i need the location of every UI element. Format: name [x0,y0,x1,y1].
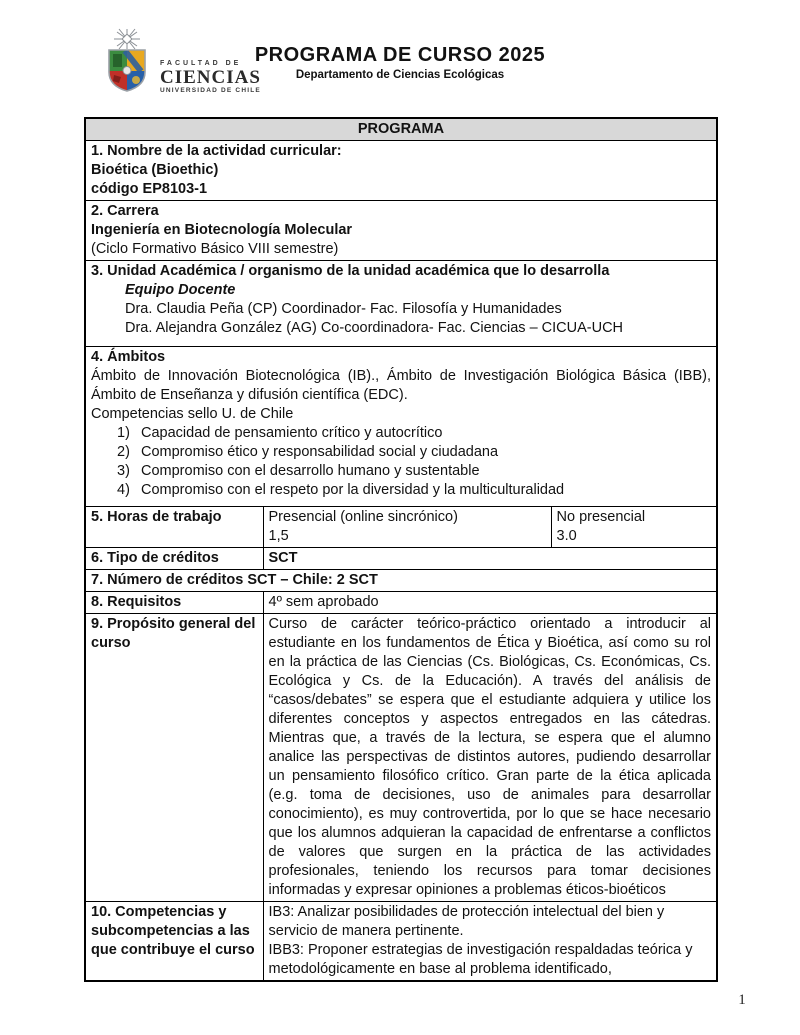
row-ambitos [85,347,717,507]
no-presencial-value: 3.0 [556,528,577,544]
proposito-text: Curso de carácter teórico-práctico orientado a introducir al estudiante en los fundamentos de Ética y Bioética, así como su rol en la práctica de las Ciencias (Cs. Biológicas, Cs. Económicas, Cs. Ecológica y Cs. de la Educación). A través del análisis de “casos/debates” se espera que el estudiante adquiera y utilice los diferentes conceptos y aspectos entregados en las cátedras. Mientras que, a través de la lectura, se espera que el alumno analice las perspectivas de distintos autores, pudiendo desarrollar un pensamiento filosófico crítico. Gran parte de la ética aplicada (e.g. toma de decisiones, uso de animales para desarrollar conocimiento), es muy controvertida, por lo que se hace necesario que los alumnos adquieran la capacidad de enfrentarse a conflictos de valores que surgen en la práctica de las actividades profesionales, teniendo los recursos para tomar decisiones informadas y expresar opiniones a problemas éticos-bioéticos [263,614,717,902]
carrera-cell [85,201,717,261]
list-item [117,443,711,462]
document-title: PROGRAMA DE CURSO 2025 [254,44,546,66]
competencias-label: 10. Competencias y subcompetencias a las que contribuye el curso [85,902,263,982]
row-numero-creditos [85,570,717,592]
list-item-number: 2) [117,444,130,460]
list-item-text: Compromiso con el desarrollo humano y sustentable [141,463,480,479]
competencia-ib3: IB3: Analizar posibilidades de protección intelectual del bien y servicio de manera pertinente. [268,904,665,939]
title-block [0,44,800,81]
document-header [0,0,800,115]
presencial-label: Presencial (online sincrónico) [268,509,458,525]
competencia-ibb3: IBB3: Proponer estrategias de investigación respaldadas teórica y metodológicamente en base al problema identificado, [268,942,693,977]
page-number: 1 [738,992,746,1008]
competencias-intro: Competencias sello U. de Chile [91,406,294,422]
unidad-academica-heading: 3. Unidad Académica / organismo de la unidad académica que lo desarrolla [91,263,610,279]
table-title-row [85,118,717,141]
list-item-number: 3) [117,463,130,479]
unidad-academica-cell [85,261,717,347]
row-tipo-creditos [85,548,717,570]
no-presencial-label: No presencial [556,509,646,525]
equipo-docente-heading: Equipo Docente [125,282,236,298]
carrera-value: Ingeniería en Biotecnología Molecular [91,222,353,238]
list-item [117,462,711,481]
course-name-cell [85,141,717,201]
logo-faculty-name: CIENCIAS [160,67,261,88]
list-item [117,481,711,500]
row-horas-trabajo [85,507,717,548]
list-item-text: Capacidad de pensamiento crítico y autocrítico [141,425,443,441]
table-title: PROGRAMA [85,118,717,141]
team-member: Dra. Alejandra González (AG) Co-coordinadora- Fac. Ciencias – CICUA-UCH [125,320,624,336]
row-proposito [85,614,717,902]
course-name-heading: 1. Nombre de la actividad curricular: [91,143,342,159]
logo-university-name: UNIVERSIDAD DE CHILE [160,87,261,94]
row-course-name [85,141,717,201]
proposito-label: 9. Propósito general del curso [85,614,263,902]
list-item-text: Compromiso ético y responsabilidad social y ciudadana [141,444,499,460]
team-member: Dra. Claudia Peña (CP) Coordinador- Fac. Filosofía y Humanidades [125,301,562,317]
carrera-heading: 2. Carrera [91,203,159,219]
tipo-creditos-value: SCT [263,548,717,570]
row-carrera [85,201,717,261]
requisitos-label: 8. Requisitos [85,592,263,614]
row-competencias [85,902,717,982]
course-name-value: Bioética (Bioethic) [91,162,219,178]
course-code: código EP8103-1 [91,181,208,197]
tipo-creditos-label: 6. Tipo de créditos [85,548,263,570]
row-unidad-academica [85,261,717,347]
row-requisitos [85,592,717,614]
horas-no-presencial-cell [551,507,717,548]
list-item [117,424,711,443]
competencias-text-cell [263,902,717,982]
horas-presencial-cell [263,507,551,548]
requisitos-value: 4º sem aprobado [263,592,717,614]
list-item-text: Compromiso con el respeto por la diversidad y la multiculturalidad [141,482,565,498]
list-item-number: 1) [117,425,130,441]
program-table [84,117,718,982]
numero-creditos-label: 7. Número de créditos SCT – Chile: 2 SCT [85,570,717,592]
ambitos-heading: 4. Ámbitos [91,349,166,365]
ambitos-paragraph: Ámbito de Innovación Biotecnológica (IB)., Ámbito de Investigación Biológica Básica (IBB), Ámbito de Enseñanza y difusión científica (EDC). [91,368,711,403]
ambitos-cell [85,347,717,507]
logo-faculty-label: FACULTAD DE [160,60,242,67]
document-subtitle: Departamento de Ciencias Ecológicas [295,69,505,81]
list-item-number: 4) [117,482,130,498]
horas-trabajo-label: 5. Horas de trabajo [85,507,263,548]
presencial-value: 1,5 [268,528,289,544]
carrera-cycle: (Ciclo Formativo Básico VIII semestre) [91,241,339,257]
